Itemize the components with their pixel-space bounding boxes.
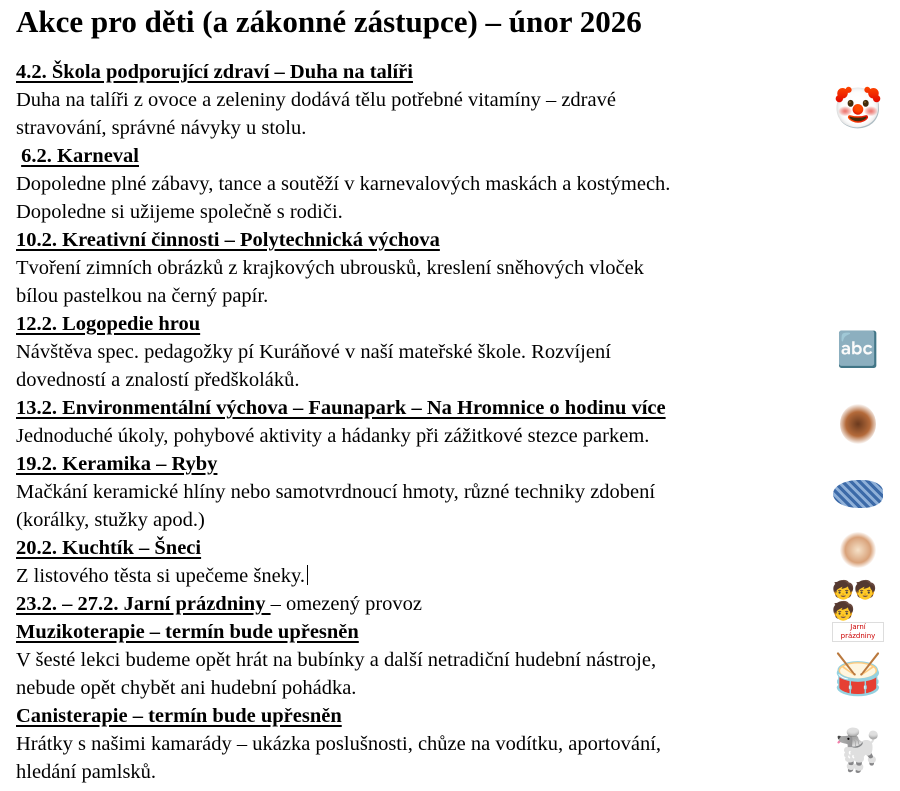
event-heading [16, 394, 816, 422]
feather-icon [832, 398, 884, 450]
document [16, 0, 816, 786]
children-icon: 🧒🧒🧒 [832, 580, 877, 621]
event-text: Hrátky s našimi kamarády – ukázka poslušnosti, chůze na vodítku, aportování, [16, 733, 662, 755]
heading-text: 6.2. Karneval [21, 145, 139, 167]
heading-text: 13.2. Environmentální výchova – Faunapark – Na Hromnice o hodinu více [16, 397, 666, 419]
heading-suffix: – omezený provoz [270, 593, 422, 615]
spring-holiday-label: Jarní prázdniny [832, 622, 884, 642]
event-heading [16, 310, 816, 338]
abc-children-icon: 🔤 [836, 332, 880, 369]
event-text: nebude opět chybět ani hudební pohádka. [16, 677, 357, 699]
event-text: Duha na talíři z ovoce a zeleniny dodává tělu potřebné vitamíny – zdravé [16, 89, 616, 111]
event-heading [16, 450, 816, 478]
event-heading [16, 534, 816, 562]
event-text: Dopoledne plné zábavy, tance a soutěží v karnevalových maskách a kostýmech. [16, 173, 671, 195]
event-text: Návštěva spec. pedagožky pí Kuráňové v naší mateřské škole. Rozvíjení [16, 341, 611, 363]
heading-text: 19.2. Keramika – Ryby [16, 453, 218, 475]
snail-pastry-icon [832, 528, 884, 572]
event-heading [16, 142, 816, 170]
spring-holiday-icon [832, 580, 884, 640]
fish-icon [832, 472, 884, 516]
text-cursor [307, 565, 308, 585]
event-text[interactable] [16, 562, 816, 590]
heading-text: 12.2. Logopedie hrou [16, 313, 201, 335]
heading-text: Canisterapie – termín bude upřesněn [16, 705, 342, 727]
event-heading [16, 618, 816, 646]
event-text: dovedností a znalostí předškoláků. [16, 369, 300, 391]
heading-text: Muzikoterapie – termín bude upřesněn [16, 621, 359, 643]
event-text: hledání pamlsků. [16, 761, 157, 783]
event-text: Dopoledne si užijeme společně s rodiči. [16, 201, 343, 223]
drum-child-icon: 🥁 [833, 651, 883, 697]
clown-icon: 🤡 [833, 85, 883, 131]
event-heading [16, 58, 816, 86]
event-text: V šesté lekci budeme opět hrát na bubínky a další netradiční hudební nástroje, [16, 649, 657, 671]
event-heading [16, 590, 816, 618]
event-text: stravování, správné návyky u stolu. [16, 117, 307, 139]
heading-text: 10.2. Kreativní činnosti – Polytechnická výchova [16, 229, 440, 251]
event-heading [16, 702, 816, 730]
heading-text: 4.2. Škola podporující zdraví – Duha na talíři [16, 61, 413, 83]
event-text-content: Z listového těsta si upečeme šneky. [16, 565, 306, 587]
poodle-icon: 🐩 [833, 727, 883, 773]
event-text: bílou pastelkou na černý papír. [16, 285, 269, 307]
event-text: Tvoření zimních obrázků z krajkových ubrousků, kreslení sněhových vloček [16, 257, 644, 279]
heading-text: 20.2. Kuchtík – Šneci [16, 537, 202, 559]
event-text: (korálky, stužky apod.) [16, 509, 205, 531]
event-heading [16, 226, 816, 254]
event-text: Jednoduché úkoly, pohybové aktivity a hádanky při zážitkové stezce parkem. [16, 425, 650, 447]
heading-text: 23.2. – 27.2. Jarní prázdniny [16, 593, 271, 615]
page-title: Akce pro děti (a zákonné zástupce) – únor 2026 [16, 4, 642, 39]
event-text: Mačkání keramické hlíny nebo samotvrdnoucí hmoty, různé techniky zdobení [16, 481, 656, 503]
